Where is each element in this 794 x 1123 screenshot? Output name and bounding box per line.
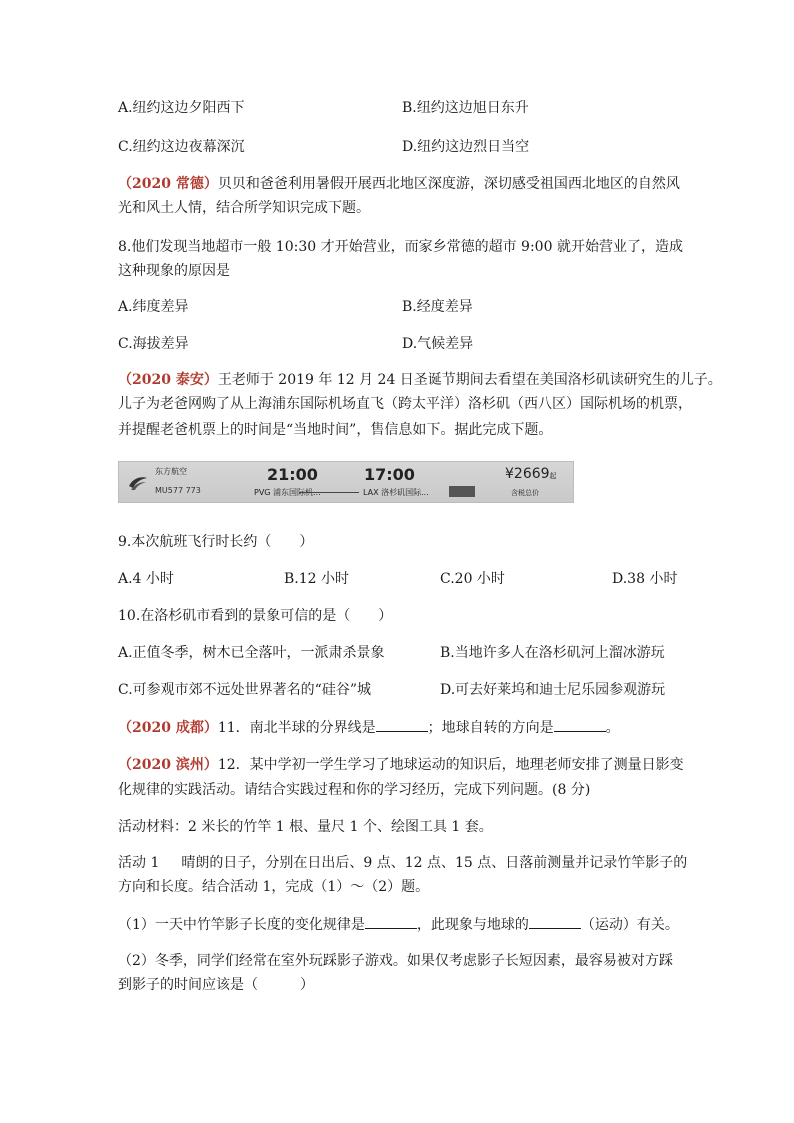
changde-intro-line2: 光和风土人情，结合所学知识完成下题。 xyxy=(118,200,370,216)
source-tag: （2020 常德） xyxy=(118,176,218,192)
q7-option-d: D.纽约这边烈日当空 xyxy=(402,139,530,155)
q9-option-b: B.12 小时 xyxy=(284,571,350,587)
q12-materials: 活动材料：2 米长的竹竿 1 根、量尺 1 个、绘图工具 1 套。 xyxy=(118,819,493,835)
flight-number: MU577 773 xyxy=(155,486,201,495)
q10-option-a: A.正值冬季，树木已全落叶，一派肃杀景象 xyxy=(118,645,385,661)
departure-time: 21:00 xyxy=(267,465,318,484)
q10-option-b: B.当地许多人在洛杉矶河上溜冰游玩 xyxy=(440,645,665,661)
q12-sub1: （1）一天中竹竿影子长度的变化规律是 ，此现象与地球的 （运动）有关。 xyxy=(118,914,679,935)
q7-option-a: A.纽约这边夕阳西下 xyxy=(118,100,245,116)
taian-intro-line1: （2020 泰安）王老师于 2019 年 12 月 24 日圣诞节期间去看望在美国洛杉矶读研究生的儿子。 xyxy=(118,372,722,388)
departure-airport: PVG 浦东国际机... xyxy=(254,488,321,497)
taian-intro-line2: 儿子为老爸网购了从上海浦东国际机场直飞（跨太平洋）洛杉矶（西八区）国际机场的机票， xyxy=(118,396,692,412)
source-tag: （2020 泰安） xyxy=(118,372,218,388)
q12-sub2-line2: 到影子的时间应该是（ ） xyxy=(118,977,314,993)
q12-stem-line1: （2020 滨州）12．某中学初一学生学习了地球运动的知识后，地理老师安排了测量日影变 xyxy=(118,757,684,773)
arrival-airport: LAX 洛杉矶国际... xyxy=(363,488,429,497)
q10-stem: 10.在洛杉矶市看到的景象可信的是（ ） xyxy=(118,608,393,624)
q11-stem: （2020 成都）11．南北半球的分界线是 ；地球自转的方向是 。 xyxy=(118,717,620,738)
answer-blank[interactable] xyxy=(376,717,428,732)
q12-stem-line2: 化规律的实践活动。请结合实践过程和你的学习经历，完成下列问题。(8 分) xyxy=(118,782,591,798)
q9-option-a: A.4 小时 xyxy=(118,571,174,587)
q8-option-a: A.纬度差异 xyxy=(118,299,189,315)
q7-option-c: C.纽约这边夜幕深沉 xyxy=(118,139,245,155)
source-tag: （2020 滨州） xyxy=(118,757,218,773)
q7-option-b: B.纽约这边旭日东升 xyxy=(402,100,529,116)
flight-ticket-image xyxy=(118,461,574,503)
changde-intro-line1: （2020 常德）贝贝和爸爸利用暑假开展西北地区深度游，深切感受祖国西北地区的自然风 xyxy=(118,176,680,192)
answer-blank[interactable] xyxy=(365,914,417,929)
q8-option-d: D.气候差异 xyxy=(402,336,474,352)
q8-option-b: B.经度差异 xyxy=(402,299,473,315)
q12-activity-line2: 方向和长度。结合活动 1，完成（1）～（2）题。 xyxy=(118,879,430,895)
airline-name: 东方航空 xyxy=(155,467,187,476)
taian-intro-line3: 并提醒老爸机票上的时间是“当地时间”，售信息如下。据此完成下题。 xyxy=(118,422,553,438)
q8-stem-line1: 8.他们发现当地超市一般 10:30 才开始营业，而家乡常德的超市 9:00 就开始营业了，造成 xyxy=(118,239,683,255)
q8-stem-line2: 这种现象的原因是 xyxy=(118,263,230,279)
q10-option-d: D.可去好莱坞和迪士尼乐园参观游玩 xyxy=(440,682,666,698)
q9-stem: 9.本次航班飞行时长约（ ） xyxy=(118,534,314,550)
price-note: 含税总价 xyxy=(511,489,539,497)
answer-blank[interactable] xyxy=(554,717,606,732)
answer-blank[interactable] xyxy=(529,914,581,929)
q9-option-c: C.20 小时 xyxy=(440,571,505,587)
q12-activity-line1: 活动 1 晴朗的日子，分别在日出后、9 点、12 点、15 点、日落前测量并记录竹竿影子的 xyxy=(118,855,688,871)
airline-logo-icon xyxy=(127,474,149,492)
q12-sub2-line1: （2）冬季，同学们经常在室外玩踩影子游戏。如果仅考虑影子长短因素，最容易被对方踩 xyxy=(118,953,673,969)
q10-option-c: C.可参观市郊不远处世界著名的“硅谷”城 xyxy=(118,682,371,698)
ticket-price: ¥2669起 xyxy=(505,466,557,482)
arrival-time: 17:00 xyxy=(364,465,415,484)
redacted-block xyxy=(449,486,475,497)
q8-option-c: C.海拔差异 xyxy=(118,336,189,352)
source-tag: （2020 成都） xyxy=(118,720,218,736)
route-line xyxy=(299,492,359,493)
q9-option-d: D.38 小时 xyxy=(612,571,678,587)
